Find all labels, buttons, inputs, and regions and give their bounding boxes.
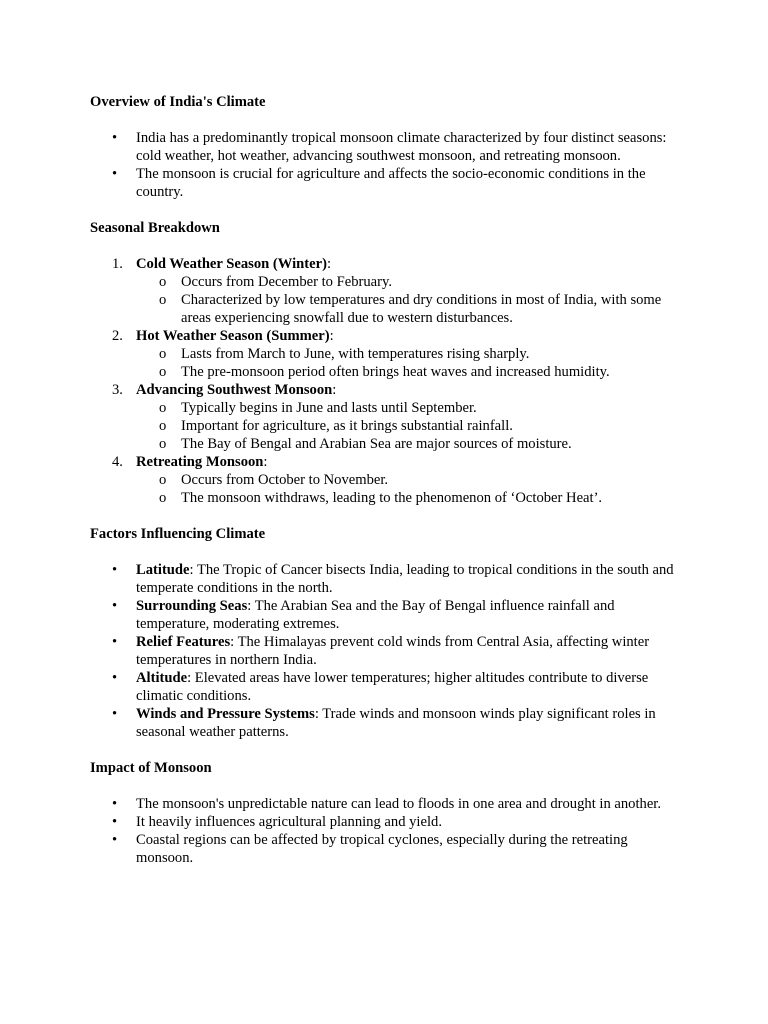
list-item: • The monsoon's unpredictable nature can lead to floods in one area and drought in another. (90, 795, 680, 813)
season-points (136, 345, 680, 381)
factor-text: : The Arabian Sea and the Bay of Bengal influence rainfall and temperature, moderating extremes. (136, 598, 615, 632)
season-title: Cold Weather Season (Winter) (136, 256, 327, 272)
list-item: • India has a predominantly tropical monsoon climate characterized by four distinct seasons: cold weather, hot weather, advancing southwest monsoon, and retreating monsoon. (90, 129, 680, 165)
list-item: • Coastal regions can be affected by tropical cyclones, especially during the retreating monsoon. (90, 831, 680, 867)
sub-list-item: o Important for agriculture, as it brings substantial rainfall. (136, 417, 680, 435)
factor-term: Relief Features (136, 634, 231, 650)
factor-term: Surrounding Seas (136, 598, 248, 614)
impact-list (90, 795, 680, 867)
season-item (90, 381, 680, 453)
sub-list-item: o The pre-monsoon period often brings heat waves and increased humidity. (136, 363, 680, 381)
season-title: Retreating Monsoon (136, 454, 264, 470)
list-number: 1. (112, 256, 123, 272)
sub-list-item: o Occurs from December to February. (136, 273, 680, 291)
factor-text: : The Tropic of Cancer bisects India, leading to tropical conditions in the south and temperate conditions in the north. (136, 562, 674, 596)
section-heading-factors: Factors Influencing Climate (90, 526, 266, 542)
sub-list-item: o Characterized by low temperatures and dry conditions in most of India, with some areas experiencing snowfall due to western disturbances. (136, 291, 680, 327)
list-number: 2. (112, 328, 123, 344)
list-item (90, 561, 680, 597)
factor-text: : The Himalayas prevent cold winds from Central Asia, affecting winter temperatures in northern India. (136, 634, 650, 668)
season-item (90, 327, 680, 381)
season-title: Hot Weather Season (Summer) (136, 328, 330, 344)
season-title-colon: : (263, 454, 268, 470)
list-item: • The monsoon is crucial for agriculture and affects the socio-economic conditions in the country. (90, 165, 680, 201)
factor-text: : Trade winds and monsoon winds play significant roles in seasonal weather patterns. (136, 706, 656, 740)
season-item (90, 453, 680, 507)
sub-list-item: o Lasts from March to June, with temperatures rising sharply. (136, 345, 680, 363)
overview-list (90, 129, 680, 201)
factor-term: Winds and Pressure Systems (136, 706, 315, 722)
season-item (90, 255, 680, 327)
list-item (90, 669, 680, 705)
sub-list-item: o The Bay of Bengal and Arabian Sea are major sources of moisture. (136, 435, 680, 453)
season-title-colon: : (329, 328, 334, 344)
list-item (90, 633, 680, 669)
sub-list-item: o The monsoon withdraws, leading to the phenomenon of ‘October Heat’. (136, 489, 680, 507)
section-heading-overview: Overview of India's Climate (90, 94, 266, 110)
seasonal-list (90, 255, 680, 507)
list-number: 3. (112, 382, 123, 398)
factor-term: Latitude (136, 562, 190, 578)
season-points (136, 471, 680, 507)
list-item (90, 705, 680, 741)
section-heading-impact: Impact of Monsoon (90, 760, 212, 776)
season-title-colon: : (326, 256, 331, 272)
list-number: 4. (112, 454, 123, 470)
season-points (136, 273, 680, 327)
sub-list-item: o Typically begins in June and lasts until September. (136, 399, 680, 417)
list-item (90, 597, 680, 633)
factor-term: Altitude (136, 670, 188, 686)
season-title: Advancing Southwest Monsoon (136, 382, 333, 398)
sub-list-item: o Occurs from October to November. (136, 471, 680, 489)
factors-list (90, 561, 680, 741)
factor-text: : Elevated areas have lower temperatures; higher altitudes contribute to diverse climatic conditions. (136, 670, 649, 704)
document-body (90, 93, 680, 867)
season-title-colon: : (332, 382, 337, 398)
season-points (136, 399, 680, 453)
section-heading-seasonal: Seasonal Breakdown (90, 220, 220, 236)
list-item: • It heavily influences agricultural planning and yield. (90, 813, 680, 831)
